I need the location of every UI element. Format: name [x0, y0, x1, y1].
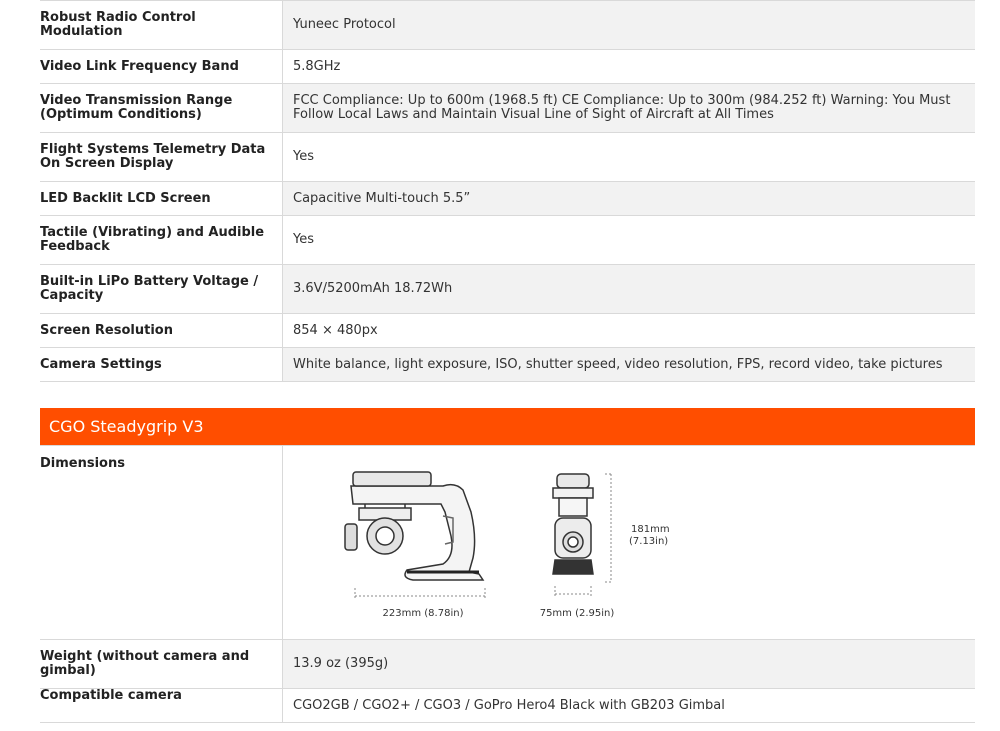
- table-row: [40, 50, 975, 84]
- spec-label: Robust Radio Control Modulation: [40, 1, 283, 50]
- table-row: [40, 314, 975, 348]
- depth-dimension-line: [555, 586, 591, 596]
- table-row: [40, 689, 975, 723]
- spec-label: LED Backlit LCD Screen: [40, 182, 283, 216]
- spec-value: Capacitive Multi-touch 5.5”: [283, 182, 976, 216]
- section-title: CGO Steadygrip V3: [40, 408, 975, 445]
- spec-value: Yes: [283, 216, 976, 265]
- table-row: [40, 216, 975, 265]
- spec-value: FCC Compliance: Up to 600m (1968.5 ft) CE Compliance: Up to 300m (984.252 ft) Warning: You Must Follow Local Laws and Maintain Visual Line of Sight of Aircraft at All Times: [283, 84, 976, 133]
- spec-label: Built-in LiPo Battery Voltage / Capacity: [40, 265, 283, 314]
- spec-value: 13.9 oz (395g): [283, 640, 976, 689]
- dimensions-diagram: [293, 446, 993, 636]
- table-row: [40, 640, 975, 689]
- spec-label: Weight (without camera and gimbal): [40, 640, 283, 689]
- spec-label: Compatible camera: [40, 689, 283, 723]
- height-dimension-line: [605, 474, 613, 582]
- spec-label: Video Link Frequency Band: [40, 50, 283, 84]
- height-label-in: (7.13in): [629, 536, 669, 547]
- width-label: 223mm (8.78in): [382, 608, 464, 619]
- spec-value: 5.8GHz: [283, 50, 976, 84]
- spec-label: Camera Settings: [40, 348, 283, 382]
- table-row: [40, 1, 975, 50]
- gimbal-front-view-illustration: [553, 474, 593, 574]
- spec-page: [40, 0, 975, 723]
- table-row: [40, 446, 975, 640]
- depth-label: 75mm (2.95in): [539, 608, 615, 619]
- dimensions-cell: [283, 446, 976, 640]
- spec-label: Flight Systems Telemetry Data On Screen Display: [40, 133, 283, 182]
- table-row: [40, 133, 975, 182]
- height-label-mm: 181mm: [631, 524, 670, 535]
- steadygrip-spec-table: [40, 445, 975, 723]
- gimbal-side-view-illustration: [345, 472, 483, 580]
- spec-value: White balance, light exposure, ISO, shutter speed, video resolution, FPS, record video, take pictures: [283, 348, 976, 382]
- table-row: [40, 265, 975, 314]
- table-row: [40, 348, 975, 382]
- spec-value: Yuneec Protocol: [283, 1, 976, 50]
- spec-value: Yes: [283, 133, 976, 182]
- table-row: [40, 84, 975, 133]
- spec-value: CGO2GB / CGO2+ / CGO3 / GoPro Hero4 Black with GB203 Gimbal: [283, 689, 976, 723]
- spec-label: Video Transmission Range (Optimum Conditions): [40, 84, 283, 133]
- spec-value: 854 × 480px: [283, 314, 976, 348]
- width-dimension-line: [355, 588, 485, 598]
- spec-value: 3.6V/5200mAh 18.72Wh: [283, 265, 976, 314]
- spec-label: Screen Resolution: [40, 314, 283, 348]
- spec-label: Dimensions: [40, 446, 283, 640]
- spec-table: [40, 0, 975, 382]
- spec-label: Tactile (Vibrating) and Audible Feedback: [40, 216, 283, 265]
- table-row: [40, 182, 975, 216]
